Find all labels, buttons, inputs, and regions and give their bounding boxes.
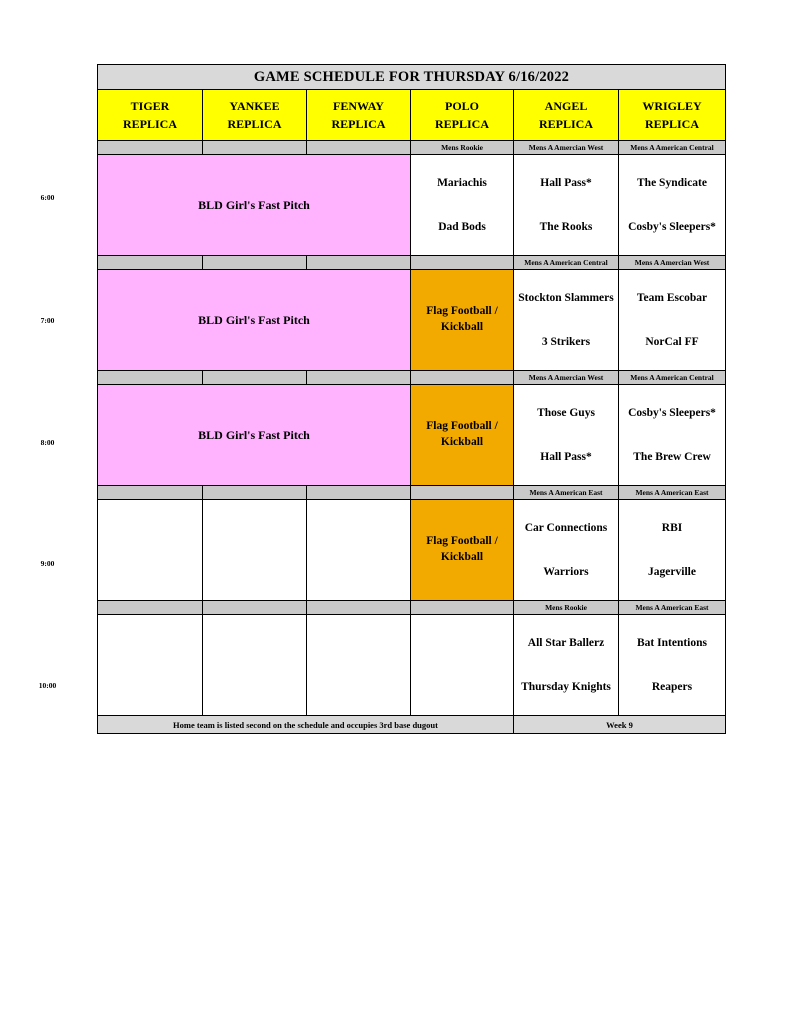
home-team: Reapers (651, 681, 693, 694)
footer-row (98, 716, 726, 734)
home-team: Warriors (543, 566, 589, 579)
empty-slot (203, 500, 307, 601)
league-label (411, 486, 514, 500)
away-team: Those Guys (537, 407, 595, 419)
away-team: Cosby's Sleepers* (628, 407, 716, 419)
empty-slot (203, 615, 307, 716)
league-label: Mens Rookie (411, 141, 514, 155)
special-event-bld: BLD Girl's Fast Pitch (98, 155, 411, 256)
game-row-1000 (98, 615, 726, 716)
away-team: RBI (661, 522, 683, 534)
league-label (98, 141, 203, 155)
home-team: The Rooks (539, 221, 593, 234)
league-label: Mens Rookie (514, 601, 619, 615)
game-row-700 (98, 270, 726, 371)
field-name-line1: WRIGLEY (642, 99, 702, 113)
league-label (411, 601, 514, 615)
league-label (307, 256, 411, 270)
league-label: Mens A American East (619, 486, 726, 500)
field-name-line1: POLO (444, 99, 479, 113)
away-team: Hall Pass* (540, 177, 592, 189)
field-name-line2: REPLICA (434, 117, 489, 131)
matchup-cell (619, 615, 726, 716)
league-label (98, 601, 203, 615)
league-label (98, 371, 203, 385)
league-label (307, 486, 411, 500)
home-team: NorCal FF (645, 336, 699, 349)
field-name-line1: TIGER (130, 99, 170, 113)
league-label: Mens A American East (619, 601, 726, 615)
time-label-600: 6:00 (40, 193, 55, 202)
field-name-line2: REPLICA (538, 117, 593, 131)
home-team: The Brew Crew (633, 451, 711, 464)
empty-slot (307, 500, 411, 601)
matchup-cell (514, 270, 619, 371)
league-row-700 (98, 256, 726, 270)
league-label: Mens A Amercian West (514, 371, 619, 385)
league-label (307, 141, 411, 155)
title-row (98, 65, 726, 90)
field-name-line2: REPLICA (227, 117, 282, 131)
empty-slot (98, 615, 203, 716)
field-name-line2: REPLICA (331, 117, 386, 131)
away-team: Team Escobar (636, 292, 708, 304)
page-title: GAME SCHEDULE FOR THURSDAY 6/16/2022 (98, 65, 726, 90)
time-label-800: 8:00 (40, 438, 55, 447)
league-label (203, 601, 307, 615)
league-row-1000 (98, 601, 726, 615)
special-event-flag-football: Flag Football / Kickball (411, 270, 514, 371)
league-label (203, 371, 307, 385)
home-team: 3 Strikers (541, 336, 591, 349)
away-team: Bat Intentions (637, 637, 707, 649)
schedule-table (97, 64, 726, 734)
game-row-600 (98, 155, 726, 256)
field-header-fenway (307, 90, 411, 141)
field-header-yankee (203, 90, 307, 141)
league-label (307, 371, 411, 385)
matchup-cell (514, 500, 619, 601)
league-row-900 (98, 486, 726, 500)
league-label: Mens A American East (514, 486, 619, 500)
league-label (411, 371, 514, 385)
footer-week: Week 9 (514, 716, 726, 734)
league-label: Mens A American Central (619, 141, 726, 155)
matchup-cell (411, 155, 514, 256)
footer-note: Home team is listed second on the schedule and occupies 3rd base dugout (98, 716, 514, 734)
special-event-bld: BLD Girl's Fast Pitch (98, 385, 411, 486)
game-row-900 (98, 500, 726, 601)
matchup-cell (514, 615, 619, 716)
time-label-1000: 10:00 (38, 681, 57, 690)
league-label: Mens A Amercian West (619, 256, 726, 270)
matchup-cell (619, 385, 726, 486)
field-header-wrigley (619, 90, 726, 141)
league-label: Mens A Amercian West (514, 141, 619, 155)
field-header-row (98, 90, 726, 141)
special-event-bld: BLD Girl's Fast Pitch (98, 270, 411, 371)
matchup-cell (619, 155, 726, 256)
home-team: Dad Bods (438, 221, 486, 234)
field-header-angel (514, 90, 619, 141)
matchup-cell (619, 500, 726, 601)
empty-slot (307, 615, 411, 716)
empty-slot (411, 615, 514, 716)
time-label-700: 7:00 (40, 316, 55, 325)
league-label (203, 486, 307, 500)
matchup-cell (514, 155, 619, 256)
home-team: Thursday Knights (521, 681, 611, 694)
empty-slot (98, 500, 203, 601)
field-header-tiger (98, 90, 203, 141)
schedule-sheet (97, 64, 725, 734)
league-label (203, 256, 307, 270)
league-label (411, 256, 514, 270)
field-header-polo (411, 90, 514, 141)
time-label-900: 9:00 (40, 559, 55, 568)
field-name-line2: REPLICA (122, 117, 177, 131)
away-team: Mariachis (437, 177, 487, 189)
away-team: Car Connections (524, 522, 608, 534)
home-team: Cosby's Sleepers* (628, 221, 716, 234)
league-row-600 (98, 141, 726, 155)
away-team: All Star Ballerz (527, 637, 605, 649)
league-label (98, 256, 203, 270)
league-label (203, 141, 307, 155)
game-row-800 (98, 385, 726, 486)
league-label: Mens A American Central (619, 371, 726, 385)
field-name-line1: ANGEL (544, 99, 588, 113)
home-team: Jagerville (648, 566, 696, 579)
field-name-line2: REPLICA (645, 117, 700, 131)
matchup-cell (514, 385, 619, 486)
special-event-flag-football: Flag Football / Kickball (411, 500, 514, 601)
field-name-line1: YANKEE (229, 99, 280, 113)
special-event-flag-football: Flag Football / Kickball (411, 385, 514, 486)
home-team: Hall Pass* (540, 451, 592, 464)
league-label (98, 486, 203, 500)
matchup-cell (619, 270, 726, 371)
league-row-800 (98, 371, 726, 385)
away-team: The Syndicate (637, 177, 707, 189)
league-label (307, 601, 411, 615)
away-team: Stockton Slammers (518, 292, 614, 304)
league-label: Mens A American Central (514, 256, 619, 270)
field-name-line1: FENWAY (333, 99, 384, 113)
